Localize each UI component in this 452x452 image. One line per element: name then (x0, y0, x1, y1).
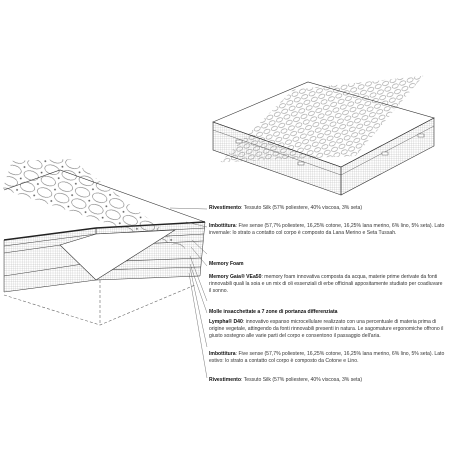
callout-rivestimento-bottom: Rivestimento: Tessuto Silk (57% poliestere, 40% viscosa, 3% seta) (209, 377, 363, 383)
callout-memory-gaia: Memory Gaia® VEa50: memory foam innovativa composta da acqua, materie prime derivate da fonti rinnovabili quali la soia e un mix di oli essenziali di erbe officinali appositamente studiato per coadiuvare il sonno. (209, 274, 443, 295)
callout-rivestimento-top: Rivestimento: Tessuto Silk (57% poliestere, 40% viscosa, 3% seta) (209, 205, 363, 211)
callout-imbottitura-summer: Imbottitura: Five sense (57,7% poliestere, 16,25% cotone, 16,25% lana merino, 6% lino, 5% seta). Lato estivo: lo strato a contatto col corpo è composto da Cotone e Lino. (209, 351, 445, 365)
handle-icon (236, 140, 242, 143)
handle-icon (298, 162, 304, 165)
callout-molle: Molle insacchettate a 7 zone di portanza differenziata (209, 309, 338, 315)
handle-icon (418, 134, 424, 137)
callout-lympha: Lympha® D40: innovativo espanso microcellulare realizzato con una percentuale di materia prima di origine vegetale, attingendo da fonti rinnovabili presenti in natura. Le sagomature ergonomiche offrono il giusto sostegno alle varie parti del corpo e consentono il passaggio dell'aria. (209, 319, 444, 340)
callout-memory-foam: Memory Foam (209, 261, 244, 267)
callout-imbottitura-winter: Imbottitura: Five sense (57,7% poliestere, 16,25% cotone, 16,25% lana merino, 6% lino, 5% seta). Lato invernale: lo strato a contatto col corpo è composto da Lana Merino e Seta Tussah. (209, 223, 445, 237)
handle-icon (382, 152, 388, 155)
